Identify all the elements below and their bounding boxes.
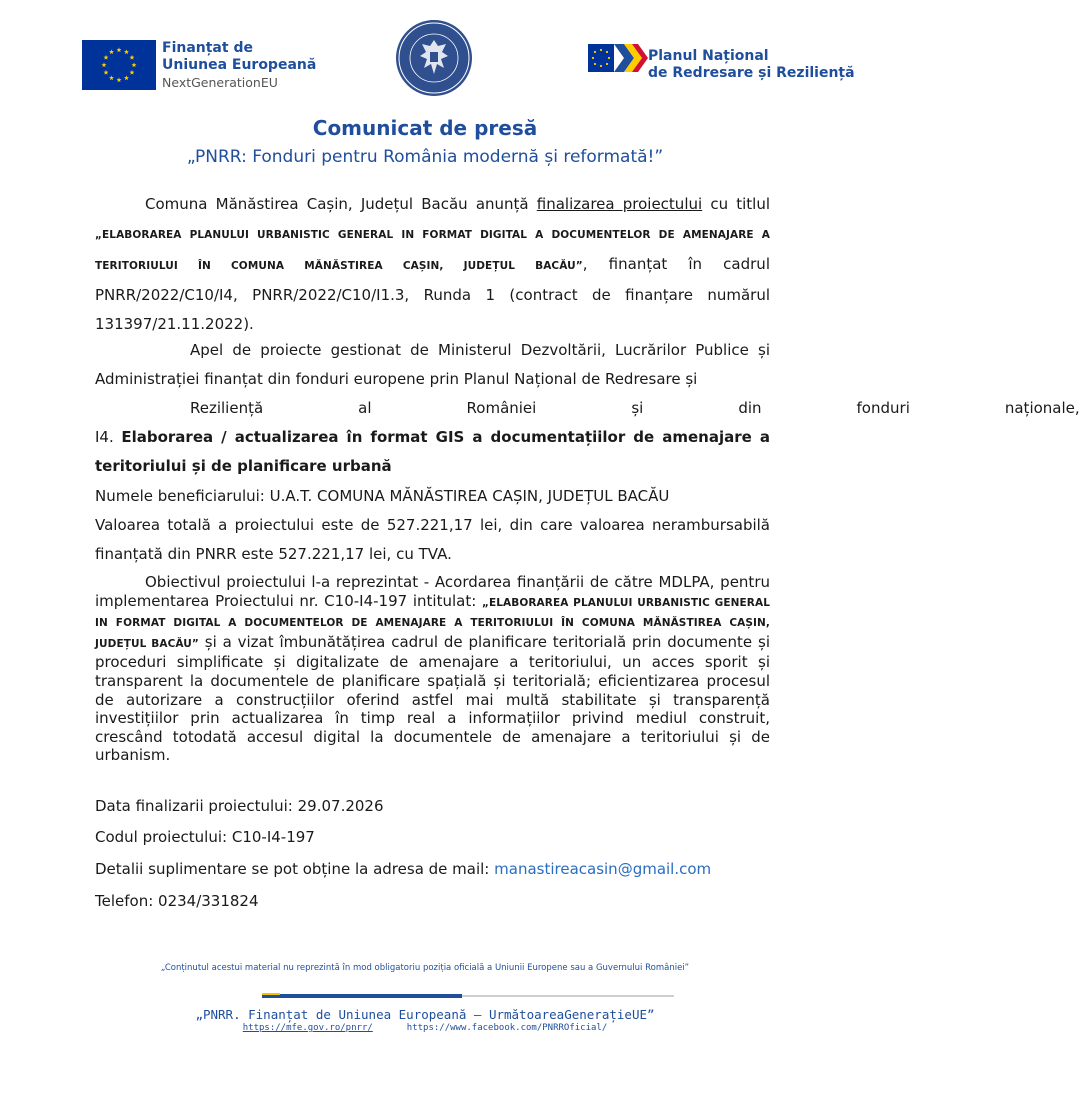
government-of-romania-seal-icon <box>394 18 474 98</box>
call-spread-line <box>95 394 1080 423</box>
spread-word: din <box>738 399 762 417</box>
footer-divider <box>262 993 674 998</box>
spread-word: fonduri <box>856 399 910 417</box>
phone-line: Telefon: 0234/331824 <box>95 892 259 910</box>
facebook-link[interactable]: https://www.facebook.com/PNRROficial/ <box>406 1023 608 1033</box>
eu-funding-text <box>162 40 322 91</box>
pnrr-text-line2: de Redresare și Reziliență <box>648 65 855 81</box>
i4-title: Elaborarea / actualizarea în format GIS a documentațiilor de amenajare a teritoriului și de planificare urbană <box>95 428 770 475</box>
eu-flag-icon <box>82 40 156 90</box>
pnrr-text-line1: Planul Național <box>648 48 769 64</box>
header <box>0 0 855 110</box>
spread-word: Reziliență <box>190 399 264 417</box>
footer-title: „PNRR. Finanțat de Uniunea Europeană – UrmătoareaGenerațieUE” <box>195 1007 655 1022</box>
contact-email-link[interactable]: manastireacasin@gmail.com <box>494 860 712 878</box>
project-title-caps: „ELABORAREA PLANULUI URBANISTIC GENERAL IN FORMAT DIGITAL A DOCUMENTELOR DE AMENAJARE A TERITORIULUI ÎN COMUNA MĂNĂSTIREA CAȘIN, JUDEȚUL BACĂU” <box>95 229 770 272</box>
project-value-paragraph: Valoarea totală a proiectului este de 527.221,17 lei, din care valoarea nerambursabilă finanțată din PNRR este 527.221,17 lei, cu TVA. <box>95 516 770 563</box>
project-completion-link: finalizarea proiectului <box>536 195 703 213</box>
spread-word: al <box>358 399 372 417</box>
page-subtitle: „PNRR: Fonduri pentru România modernă și reformată!” <box>186 147 664 167</box>
eu-text-line1: Finanțat de <box>162 40 253 56</box>
end-date-line: Data finalizarii proiectului: 29.07.2026 <box>95 797 384 815</box>
page-title: Comunicat de presă <box>312 116 538 140</box>
spread-word: României <box>466 399 537 417</box>
intro-after-link: cu titlul <box>702 195 771 213</box>
intro-text: Comuna Mănăstirea Cașin, Județul Bacău anunță <box>145 195 537 213</box>
objective-rest: și a vizat îmbunătățirea cadrul de planificare teritorială prin documente și proceduri simplificate și digitalizate de amenajare a teritoriului, un acces sporit și transparent la documentele de planificare spațială și teritorială; eficientizarea procesul de autorizare a construcțiilor oferind astfel mai multă stabilitate și transparență investițiilor prin actualizarea în timp real a informațiilor privind mediul construit, crescând totodată accesul digital la documentele de amenajare a teritoriului și de urbanism. <box>95 632 770 765</box>
footer-divider-accent <box>262 993 280 995</box>
objective-paragraph <box>95 573 770 765</box>
call-text: Apel de proiecte gestionat de Ministerul Dezvoltării, Lucrărilor Publice și Administrației finanțat din fonduri europene prin Planul Național de Redresare și <box>95 341 770 388</box>
investment-i4-paragraph <box>95 423 770 481</box>
i4-prefix: I4. <box>95 428 122 446</box>
project-code-line: Codul proiectului: C10-I4-197 <box>95 828 315 846</box>
eu-text-line3: NextGenerationEU <box>162 75 278 90</box>
call-paragraph <box>95 336 1080 423</box>
objective-intro: Obiectivul proiectului l-a reprezintat - Acordarea finanțării de către MDLPA, pentru implementarea Proiectului nr. C10-I4-197 intitulat: <box>95 573 770 610</box>
objective-project-title-caps: „ELABORAREA PLANULUI URBANISTIC GENERAL IN FORMAT DIGITAL A DOCUMENTELOR DE AMENAJARE A TERITORIULUI ÎN COMUNA MĂNĂSTIREA CAȘIN, JUDEȚUL BACĂU” <box>95 596 770 650</box>
project-intro-paragraph <box>95 190 770 339</box>
footer-disclaimer: „Conținutul acestui material nu reprezintă în mod obligatoriu poziția oficială a Uniunii Europene sau a Guvernului României” <box>160 963 690 973</box>
spread-word: naționale, <box>1004 399 1080 417</box>
pnrr-logo-text <box>648 48 855 82</box>
intro-rest: , finanțat în cadrul PNRR/2022/C10/I4, PNRR/2022/C10/I1.3, Runda 1 (contract de finanțare numărul 131397/21.11.2022). <box>95 255 770 333</box>
contact-email-line <box>95 860 711 878</box>
mfe-website-link[interactable]: https://mfe.gov.ro/pnrr/ <box>242 1023 373 1033</box>
pnrr-flag-icon <box>588 42 648 74</box>
spread-word: și <box>631 399 644 417</box>
beneficiary-line: Numele beneficiarului: U.A.T. COMUNA MĂNĂSTIREA CAȘIN, JUDEȚUL BACĂU <box>95 487 670 505</box>
footer-links <box>0 1023 850 1033</box>
details-label: Detalii suplimentare se pot obține la adresa de mail: <box>95 860 495 878</box>
footer-divider-blue <box>262 994 462 998</box>
footer-divider-grey <box>462 995 674 997</box>
eu-text-line2: Uniunea Europeană <box>162 57 317 73</box>
